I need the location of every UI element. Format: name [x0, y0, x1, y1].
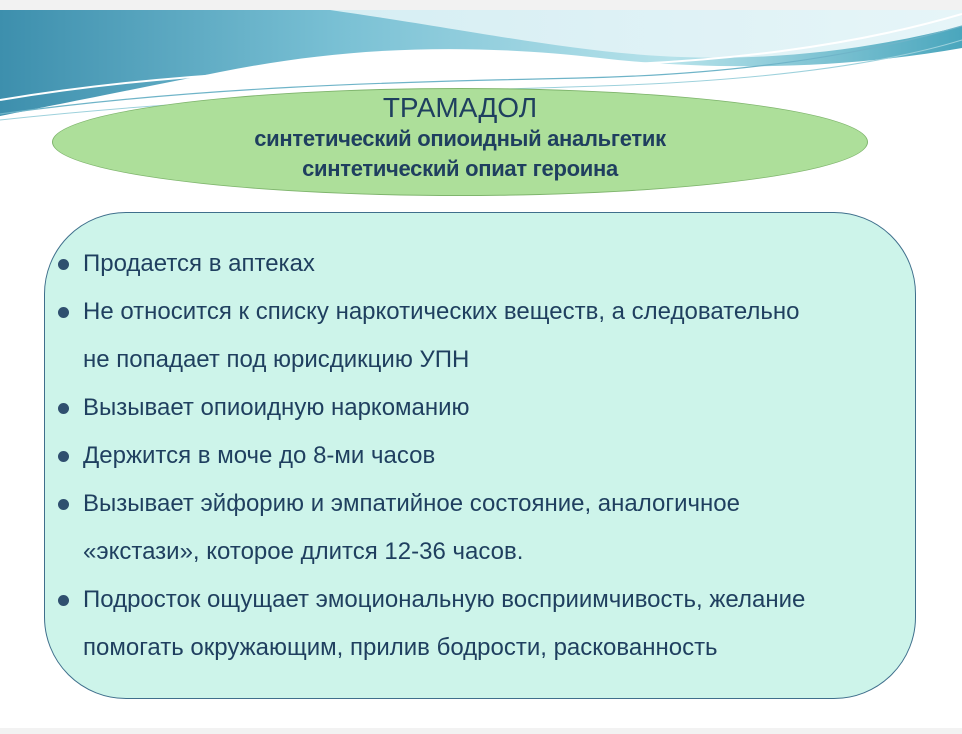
bullet-item — [52, 432, 902, 480]
bullet-icon — [58, 403, 69, 414]
title-block — [52, 92, 868, 184]
bullet-text: Держится в моче до 8-ми часов — [83, 442, 436, 469]
bullet-item — [52, 288, 902, 384]
title-subtitle-line-1: синтетический опиоидный анальгетик — [254, 126, 666, 151]
bullet-text: Не относится к списку наркотических веществ, а следовательно не попадает под юрисдикцию УПН — [83, 298, 800, 373]
bullet-text: Вызывает опиоидную наркоманию — [83, 394, 470, 421]
title-subtitle-line-2: синтетический опиат героина — [302, 156, 618, 181]
bullet-item — [52, 480, 902, 576]
bullet-item — [52, 384, 902, 432]
bullet-icon — [58, 595, 69, 606]
bullet-text: Вызывает эйфорию и эмпатийное состояние, аналогичное «экстази», которое длится 12-36 часов. — [83, 490, 740, 565]
bullet-text: Продается в аптеках — [83, 250, 315, 277]
bullet-item — [52, 240, 902, 288]
bullet-icon — [58, 451, 69, 462]
bullet-icon — [58, 307, 69, 318]
bottom-strip — [0, 728, 962, 734]
bullet-icon — [58, 499, 69, 510]
bullet-item — [52, 576, 902, 672]
bullet-list — [52, 240, 902, 672]
bullet-text: Подросток ощущает эмоциональную восприимчивость, желание помогать окружающим, прилив бодрости, раскованность — [83, 586, 806, 661]
title-main: ТРАМАДОЛ — [382, 92, 538, 123]
bullet-icon — [58, 259, 69, 270]
